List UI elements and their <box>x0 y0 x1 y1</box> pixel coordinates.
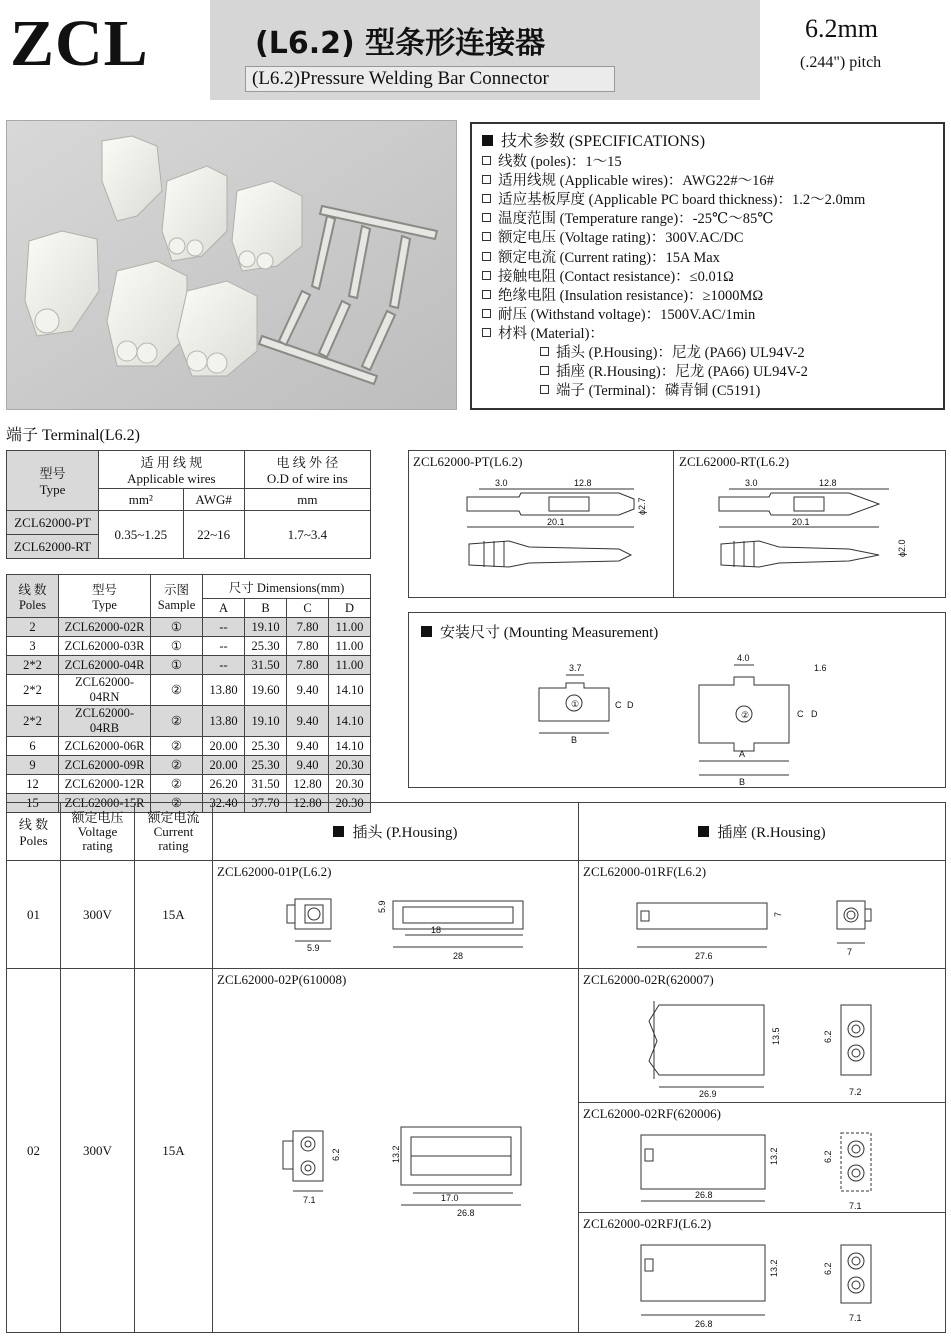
r-housing-02rf-drawing <box>579 1125 939 1215</box>
p1-dim-1: 5.9 <box>377 900 387 913</box>
r-housing-02rf <box>579 1103 945 1213</box>
title-cn: (L6.2) 型条形连接器 <box>255 26 546 61</box>
cell: 12.80 <box>287 794 329 813</box>
cell: 37.70 <box>245 794 287 813</box>
r2r-dim-1: 26.9 <box>699 1089 717 1099</box>
r2r-dim-3: 7.2 <box>849 1087 862 1097</box>
checkbox-icon <box>482 290 491 299</box>
r-housing-02rfj-label: ZCL62000-02RFJ(L6.2) <box>583 1216 712 1231</box>
type-header-en: Type <box>92 597 117 612</box>
cell: 9.40 <box>287 756 329 775</box>
cell: 12.80 <box>287 775 329 794</box>
m2-dim-6: ② <box>741 710 750 720</box>
pt-dim-3: ɸ2.7 <box>637 497 647 515</box>
checkbox-icon <box>482 175 491 184</box>
cell: 7.80 <box>287 618 329 637</box>
p-housing-header-text: 插头 (P.Housing) <box>352 825 458 841</box>
spec-text: 线数 (poles)：1～15 <box>498 154 622 171</box>
type-header <box>7 451 99 511</box>
cell: 32.40 <box>203 794 245 813</box>
col-d: D <box>329 599 371 618</box>
p-housing-header <box>213 803 579 861</box>
material-text: 端子 (Terminal)：磷青铜 (C5191) <box>556 383 761 400</box>
checkbox-icon <box>540 347 549 356</box>
mount-title <box>421 621 658 642</box>
cell: 2*2 <box>7 675 59 706</box>
material-row <box>482 344 933 363</box>
pitch: 6.2mm <box>805 14 878 43</box>
terminal-section-title: 端子 Terminal(L6.2) <box>6 427 140 444</box>
wire-header-en: Applicable wires <box>127 471 216 486</box>
cell: -- <box>203 637 245 656</box>
table-row <box>7 775 371 794</box>
cell: 25.30 <box>245 637 287 656</box>
spec-row <box>482 210 933 229</box>
spec-text: 绝缘电阻 (Insulation resistance)：≥1000MΩ <box>498 287 764 304</box>
terminal-table <box>6 450 371 559</box>
poles-01: 01 <box>7 861 61 969</box>
voltage-header <box>61 803 135 861</box>
m1-dim-1: C <box>615 700 622 710</box>
r-housing-02rfj-drawing <box>579 1235 939 1331</box>
unit-mm: mm <box>244 489 370 511</box>
cell: 9.40 <box>287 706 329 737</box>
current-header-cn: 额定电流 <box>147 809 200 825</box>
cell: 19.10 <box>245 618 287 637</box>
r-housing-02rfj <box>579 1213 945 1331</box>
table-row <box>7 737 371 756</box>
spec-text: 接触电阻 (Contact resistance)：≤0.01Ω <box>498 268 734 285</box>
dimension-table <box>6 574 371 813</box>
voltage-header-en2: rating <box>82 837 113 853</box>
poles-header-en: Poles <box>19 833 48 848</box>
spec-text: 额定电压 (Voltage rating)：300V.AC/DC <box>498 230 744 247</box>
wire-header-cn: 适 用 线 规 <box>140 455 203 470</box>
cell: 11.00 <box>329 618 371 637</box>
cell: 25.30 <box>245 737 287 756</box>
unit-awg: AWG# <box>183 489 244 511</box>
r-housing-02-cell <box>579 969 946 1333</box>
cell: ① <box>151 618 203 637</box>
p2-dim-4: 26.8 <box>457 1208 475 1218</box>
material-text: 插座 (R.Housing)：尼龙 (PA66) UL94V-2 <box>556 364 808 381</box>
material-text: 插头 (P.Housing)：尼龙 (PA66) UL94V-2 <box>556 345 805 362</box>
r2rfj-dim-1: 26.8 <box>695 1319 713 1329</box>
spec-row <box>482 268 933 287</box>
cell: -- <box>203 656 245 675</box>
pt-dim-1: 12.8 <box>574 478 592 488</box>
cell: 13.80 <box>203 675 245 706</box>
type-header-cn: 型号 <box>91 582 117 597</box>
spec-text: 温度范围 (Temperature range)：-25℃～85℃ <box>498 211 774 228</box>
logo: ZCL <box>10 7 149 80</box>
terminal-od: 1.7~3.4 <box>244 511 370 559</box>
cell: 14.10 <box>329 706 371 737</box>
checkbox-icon <box>482 156 491 165</box>
spec-text: 适应基板厚度 (Applicable PC board thickness)：1.2～2.0mm <box>498 192 866 209</box>
cell: 9 <box>7 756 59 775</box>
mount-title-text: 安装尺寸 (Mounting Measurement) <box>440 625 659 641</box>
r-housing-02r-label: ZCL62000-02R(620007) <box>583 972 714 987</box>
specs-heading-text: 技术参数 (SPECIFICATIONS) <box>501 133 706 150</box>
voltage-header-en: Voltage <box>77 823 118 839</box>
dimensions-header: 尺寸 Dimensions(mm) <box>203 575 371 599</box>
spec-text: 耐压 (Withstand voltage)：1500V.AC/1min <box>498 306 756 323</box>
sample-header-en: Sample <box>157 597 196 612</box>
r2rf-dim-1: 26.8 <box>695 1190 713 1200</box>
p-housing-01-label: ZCL62000-01P(L6.2) <box>217 864 332 879</box>
current-header-en: Current <box>153 823 194 839</box>
p1-dim-2: 18 <box>431 925 442 935</box>
mounting-box <box>408 612 946 788</box>
pitch-block <box>760 0 951 100</box>
checkbox-icon <box>540 366 549 375</box>
cell: 11.00 <box>329 656 371 675</box>
cell: 14.10 <box>329 675 371 706</box>
r2rfj-dim-3: 7.1 <box>849 1313 862 1323</box>
voltage-header-cn: 额定电压 <box>71 809 124 825</box>
cell: 31.50 <box>245 656 287 675</box>
cell: 20.00 <box>203 737 245 756</box>
housing-header-row <box>7 803 946 861</box>
m1-dim-0: 3.7 <box>569 663 582 673</box>
checkbox-icon <box>482 252 491 261</box>
m2-dim-3: D <box>811 709 818 719</box>
cell: ① <box>151 637 203 656</box>
od-header-en: O.D of wire ins <box>266 471 348 486</box>
cell: 20.30 <box>329 756 371 775</box>
volt-02: 300V <box>61 969 135 1333</box>
checkbox-icon <box>482 271 491 280</box>
p-housing-01-drawing <box>213 883 573 963</box>
terminal-row <box>7 511 371 535</box>
title-en: (L6.2)Pressure Welding Bar Connector <box>245 66 615 92</box>
r-housing-header <box>579 803 946 861</box>
terminal-header-row <box>7 451 371 489</box>
cell: 20.30 <box>329 775 371 794</box>
checkbox-icon <box>540 385 549 394</box>
m2-dim-5: B <box>739 777 746 787</box>
square-bullet-icon <box>698 826 709 837</box>
cell: ② <box>151 675 203 706</box>
cell: 19.10 <box>245 706 287 737</box>
r1-dim-2: 7 <box>847 947 853 957</box>
r-housing-02r-drawing <box>579 991 939 1101</box>
cell: ZCL62000-15R <box>59 794 151 813</box>
sample-header-cn: 示图 <box>163 582 189 597</box>
spec-row <box>482 229 933 248</box>
cell: 26.20 <box>203 775 245 794</box>
volt-01: 300V <box>61 861 135 969</box>
material-row <box>482 363 933 382</box>
p1-dim-0: 5.9 <box>307 943 320 953</box>
type-header <box>59 575 151 618</box>
terminal-pt: ZCL62000-PT <box>7 511 99 535</box>
rt-label: ZCL62000-RT(L6.2) <box>679 454 790 469</box>
spec-row <box>482 306 933 325</box>
m1-dim-4: ① <box>571 699 580 709</box>
cell: ② <box>151 706 203 737</box>
r1-dim-0: 27.6 <box>695 951 713 961</box>
square-bullet-icon <box>482 135 493 146</box>
cell: ② <box>151 775 203 794</box>
terminal-drawing <box>409 469 947 597</box>
cell: 25.30 <box>245 756 287 775</box>
current-header <box>135 803 213 861</box>
table-row <box>7 618 371 637</box>
p-housing-02-cell <box>213 969 579 1333</box>
table-row <box>7 706 371 737</box>
spec-row <box>482 172 933 191</box>
table-row <box>7 656 371 675</box>
spec-text: 适用线规 (Applicable wires)：AWG22#～16# <box>498 173 774 190</box>
r-housing-header-text: 插座 (R.Housing) <box>717 825 826 841</box>
cell: 20.00 <box>203 756 245 775</box>
rt-dim-1: 12.8 <box>819 478 837 488</box>
cell: ZCL62000-04RB <box>59 706 151 737</box>
square-bullet-icon <box>421 626 432 637</box>
r2rfj-dim-0: 13.2 <box>769 1259 779 1277</box>
curr-02: 15A <box>135 969 213 1333</box>
pitch-inch: (.244") pitch <box>800 54 882 71</box>
poles-header-cn: 线 数 <box>18 582 47 597</box>
r2rf-dim-0: 13.2 <box>769 1147 779 1165</box>
cell: 15 <box>7 794 59 813</box>
r2r-dim-0: 13.5 <box>771 1027 781 1045</box>
p2-dim-1: 7.1 <box>303 1195 316 1205</box>
r-housing-01-cell <box>579 861 946 969</box>
housing-row-01 <box>7 861 946 969</box>
poles-02: 02 <box>7 969 61 1333</box>
checkbox-icon <box>482 309 491 318</box>
spec-row <box>482 325 933 344</box>
poles-header <box>7 575 59 618</box>
curr-01: 15A <box>135 861 213 969</box>
cell: 2 <box>7 618 59 637</box>
m2-dim-4: A <box>739 749 746 759</box>
cell: 12 <box>7 775 59 794</box>
p2-dim-3: 17.0 <box>441 1193 459 1203</box>
cell: 9.40 <box>287 737 329 756</box>
cell: 7.80 <box>287 637 329 656</box>
sample-header <box>151 575 203 618</box>
r2rf-dim-3: 7.1 <box>849 1201 862 1211</box>
cell: 7.80 <box>287 656 329 675</box>
table-row <box>7 675 371 706</box>
mounting-drawing <box>409 653 947 789</box>
cell: -- <box>203 618 245 637</box>
terminal-drawings-box <box>408 450 946 598</box>
rt-dim-3: ɸ2.0 <box>897 539 907 557</box>
cell: ② <box>151 794 203 813</box>
r-housing-01-label: ZCL62000-01RF(L6.2) <box>583 864 707 879</box>
checkbox-icon <box>482 213 491 222</box>
col-c: C <box>287 599 329 618</box>
terminal-awg: 22~16 <box>183 511 244 559</box>
r2rf-dim-2: 6.2 <box>823 1150 833 1163</box>
title-block <box>210 0 760 100</box>
cell: 19.60 <box>245 675 287 706</box>
spec-row <box>482 153 933 172</box>
rt-dim-2: 20.1 <box>792 517 810 527</box>
cell: ZCL62000-04R <box>59 656 151 675</box>
cell: ② <box>151 737 203 756</box>
cell: 2*2 <box>7 706 59 737</box>
cell: 14.10 <box>329 737 371 756</box>
od-header-cn: 电 线 外 径 <box>276 455 339 470</box>
checkbox-icon <box>482 328 491 337</box>
spec-row <box>482 191 933 210</box>
od-header <box>244 451 370 489</box>
specs-heading <box>482 132 933 151</box>
spec-row <box>482 287 933 306</box>
p2-dim-0: 6.2 <box>331 1148 341 1161</box>
type-header-cn: 型号 <box>39 466 66 481</box>
r2rfj-dim-2: 6.2 <box>823 1262 833 1275</box>
wire-header <box>99 451 245 489</box>
square-bullet-icon <box>333 826 344 837</box>
logo-block <box>0 0 210 100</box>
m2-dim-2: C <box>797 709 804 719</box>
dim-header-row <box>7 575 371 599</box>
cell: 2*2 <box>7 656 59 675</box>
cell: ZCL62000-09R <box>59 756 151 775</box>
r-housing-02r <box>579 969 945 1103</box>
poles-header <box>7 803 61 861</box>
housing-row-02 <box>7 969 946 1333</box>
poles-header-cn: 线 数 <box>18 817 49 832</box>
product-photo <box>6 120 457 410</box>
spec-row <box>482 249 933 268</box>
p1-dim-3: 28 <box>453 951 464 961</box>
col-b: B <box>245 599 287 618</box>
cell: 11.00 <box>329 637 371 656</box>
m2-dim-0: 4.0 <box>737 653 750 663</box>
cell: 31.50 <box>245 775 287 794</box>
spec-text: 材料 (Material)： <box>498 325 604 342</box>
r1-dim-1: 7 <box>773 911 783 917</box>
cell: ZCL62000-12R <box>59 775 151 794</box>
checkbox-icon <box>482 194 491 203</box>
cell: ② <box>151 756 203 775</box>
cell: ZCL62000-04RN <box>59 675 151 706</box>
p-housing-02-label: ZCL62000-02P(610008) <box>217 972 347 987</box>
cell: 6 <box>7 737 59 756</box>
cell: ① <box>151 656 203 675</box>
m2-dim-1: 1.6 <box>814 663 827 673</box>
cell: ZCL62000-02R <box>59 618 151 637</box>
terminal-rt: ZCL62000-RT <box>7 535 99 559</box>
material-row <box>482 382 933 401</box>
table-row <box>7 637 371 656</box>
cell: ZCL62000-06R <box>59 737 151 756</box>
p-housing-01-cell <box>213 861 579 969</box>
table-row <box>7 756 371 775</box>
r-housing-01-drawing <box>579 883 939 963</box>
poles-header-en: Poles <box>18 597 47 612</box>
rt-dim-0: 3.0 <box>745 478 758 488</box>
r2r-dim-2: 6.2 <box>823 1030 833 1043</box>
unit-mm2: mm² <box>99 489 184 511</box>
pt-dim-0: 3.0 <box>495 478 508 488</box>
specifications-box <box>470 122 945 410</box>
r-housing-02rf-label: ZCL62000-02RF(620006) <box>583 1106 721 1121</box>
cell: ZCL62000-03R <box>59 637 151 656</box>
m1-dim-2: D <box>627 700 634 710</box>
pt-label: ZCL62000-PT(L6.2) <box>413 454 523 469</box>
cell: 20.30 <box>329 794 371 813</box>
cell: 13.80 <box>203 706 245 737</box>
terminal-mm2: 0.35~1.25 <box>99 511 184 559</box>
housing-table <box>6 802 946 1333</box>
current-header-en2: rating <box>158 837 189 853</box>
pt-dim-2: 20.1 <box>547 517 565 527</box>
cell: 3 <box>7 637 59 656</box>
col-a: A <box>203 599 245 618</box>
m1-dim-3: B <box>571 735 578 745</box>
checkbox-icon <box>482 232 491 241</box>
cell: 9.40 <box>287 675 329 706</box>
type-header-en: Type <box>39 482 66 497</box>
spec-text: 额定电流 (Current rating)：15A Max <box>498 249 720 266</box>
p-housing-02-drawing <box>213 991 573 1321</box>
p2-dim-2: 13.2 <box>391 1145 401 1163</box>
